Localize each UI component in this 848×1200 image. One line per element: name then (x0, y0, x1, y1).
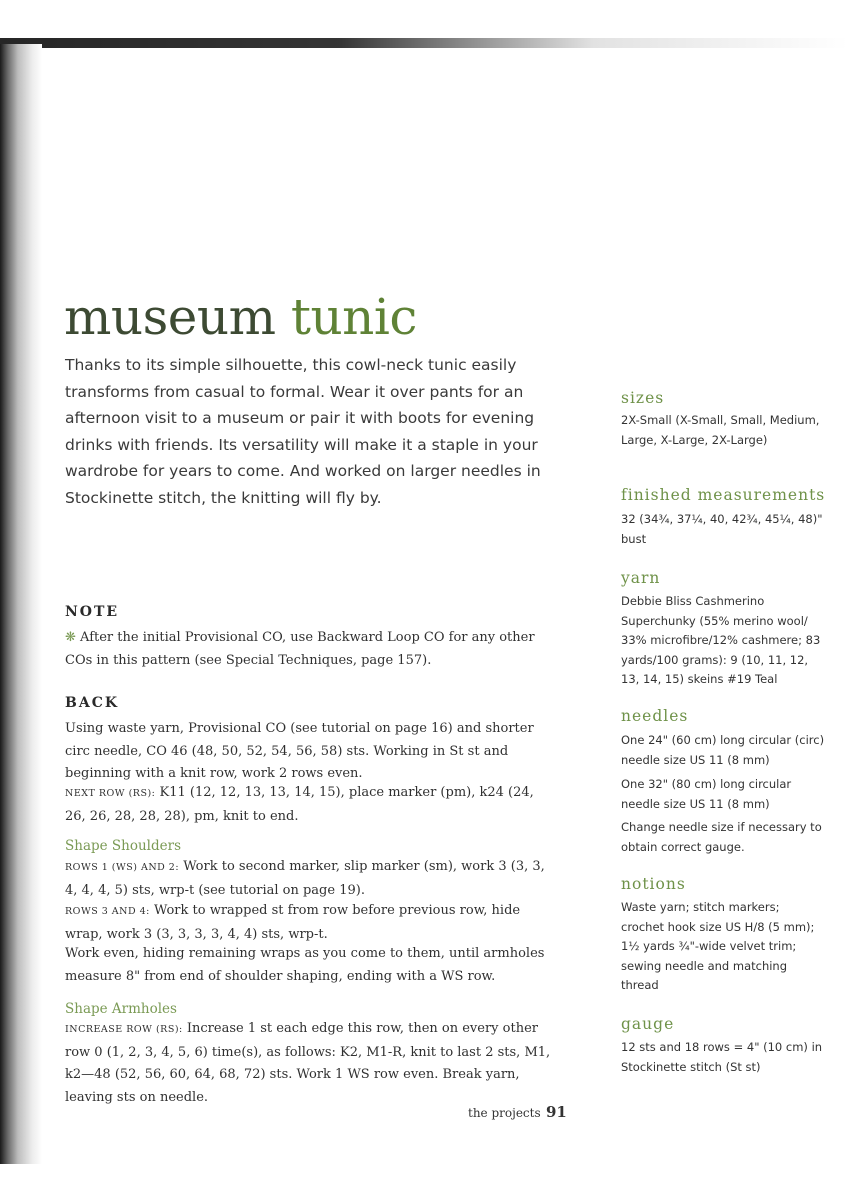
shape-armholes-heading: Shape Armholes (65, 1001, 177, 1017)
gauge-text: 12 sts and 18 rows = 4" (10 cm) in Stockinette stitch (St st) (621, 1040, 823, 1074)
page-title (64, 282, 417, 352)
armholes-increase-row (65, 1018, 555, 1109)
needles-item-1: One 24" (60 cm) long circular (circ) needle size US 11 (8 mm) (621, 733, 825, 767)
needles-heading: needles (621, 707, 689, 725)
next-row-text: K11 (12, 12, 13, 13, 14, 15), place marker (pm), k24 (24, 26, 26, 28, 28, 28), pm, knit to end. (65, 785, 534, 824)
back-heading: BACK (65, 695, 120, 711)
next-row-label: NEXT ROW (RS): (65, 788, 156, 799)
shape-shoulders-heading: Shape Shoulders (65, 838, 182, 854)
note-bullet-icon: ❋ (65, 630, 76, 645)
page-number: 91 (546, 1103, 567, 1121)
notions-heading: notions (621, 875, 686, 893)
shoulders-rows-3-4 (65, 900, 555, 946)
increase-row-label: INCREASE ROW (RS): (65, 1024, 183, 1035)
gauge-heading: gauge (621, 1015, 675, 1033)
note-text (65, 627, 555, 672)
yarn-heading: yarn (621, 569, 661, 587)
measurements-text: 32 (34¾, 37¼, 40, 42¾, 45¼, 48)" bust (621, 512, 823, 546)
intro-paragraph: Thanks to its simple silhouette, this cowl-neck tunic easily transforms from casual to formal. Wear it over pants for an afternoon visit to a museum or pair it with boots for evening drinks with friends. Its versatility will make it a staple in your wardrobe for years to come. And worked on larger needles in Stockinette stitch, the knitting will fly by. (65, 356, 541, 507)
rows-1-2-text: Work to second marker, slip marker (sm), work 3 (3, 3, 4, 4, 4, 5) sts, wrp-t (see tutorial on page 19). (65, 859, 545, 898)
sizes-heading: sizes (621, 389, 665, 407)
rows-3-4-text: Work to wrapped st from row before previous row, hide wrap, work 3 (3, 3, 3, 3, 4, 4) sts, wrp-t. (65, 903, 521, 942)
yarn-text: Debbie Bliss Cashmerino Superchunky (55% merino wool/ 33% microfibre/12% cashmere; 83 yards/100 grams): 9 (10, 11, 12, 13, 14, 15) skeins #19 Teal (621, 594, 821, 686)
footer-section-label: the projects (468, 1106, 541, 1120)
back-next-row (65, 782, 555, 828)
needles-item-3: Change needle size if necessary to obtain correct gauge. (621, 820, 822, 854)
title-word-1: museum (64, 288, 276, 346)
needles-item-2: One 32" (80 cm) long circular needle size US 11 (8 mm) (621, 777, 792, 811)
shoulders-rows-1-2 (65, 856, 555, 902)
rows-1-2-label: ROWS 1 (WS) AND 2: (65, 862, 180, 873)
increase-row-text: Increase 1 st each edge this row, then on every other row 0 (1, 2, 3, 4, 5, 6) time(s), as follows: K2, M1-R, knit to last 2 sts, M1, k2—48 (52, 56, 60, 64, 68, 72) sts. Work 1 WS row even. Break yarn, leaving sts on needle. (65, 1021, 551, 1105)
shoulders-work-even: Work even, hiding remaining wraps as you come to them, until armholes measure 8" from end of shoulder shaping, ending with a WS row. (65, 946, 545, 984)
title-word-2: tunic (290, 288, 417, 346)
back-paragraph-1: Using waste yarn, Provisional CO (see tutorial on page 16) and shorter circ needle, CO 46 (48, 50, 52, 54, 56, 58) sts. Working in St st and beginning with a knit row, work 2 rows even. (65, 721, 534, 781)
measurements-heading: finished measurements (621, 486, 826, 504)
notions-text: Waste yarn; stitch markers; crochet hook size US H/8 (5 mm); 1½ yards ¾"-wide velvet trim; sewing needle and matching thread (621, 900, 815, 992)
rows-3-4-label: ROWS 3 AND 4: (65, 906, 150, 917)
note-heading: NOTE (65, 604, 120, 620)
note-body: After the initial Provisional CO, use Backward Loop CO for any other COs in this pattern (see Special Techniques, page 157). (65, 630, 535, 668)
sizes-text: 2X-Small (X-Small, Small, Medium, Large, X-Large, 2X-Large) (621, 413, 820, 447)
